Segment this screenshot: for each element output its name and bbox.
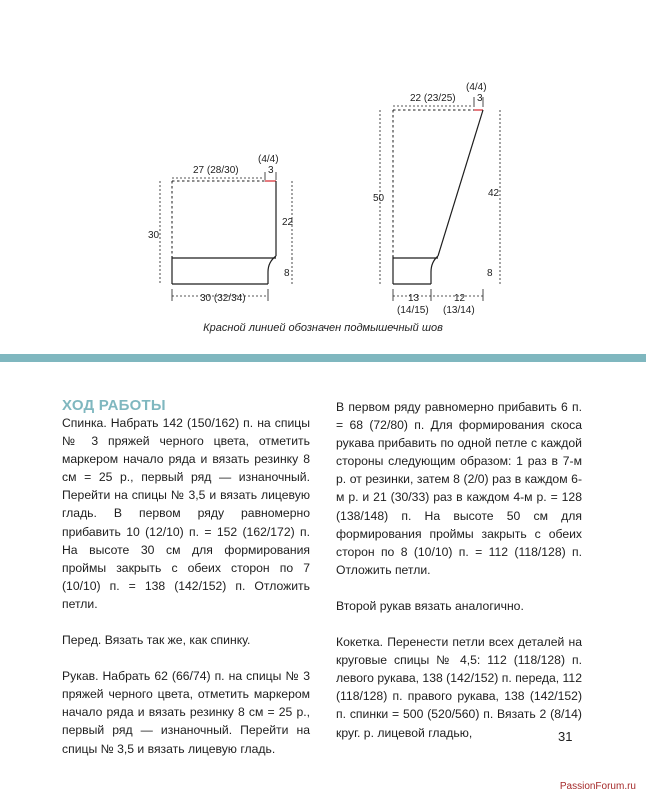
paragraph-sleeve-continued: В первом ряду равномерно прибавить 6 п. = 68 (72/80) п. Для формирования скоса рукава прибавить по одной петле с каждой стороны следующим образом: 1 раз в 7-м р. от резинки, затем 8 (2/0) раз в каждом 6-м р. и 21 (30/33) раз в каждом 4-м р. = 128 (138/148) п. На высоте 50 см для формирования проймы закрыть с обеих сторон по 8 (10/10) п. = 112 (118/128) п. Отложить петли.	[336, 400, 582, 577]
sleeve-slope-edge	[438, 110, 483, 256]
sleeve-rib-right-curve	[431, 256, 438, 284]
body-rib-height-label: 8	[284, 268, 290, 279]
sleeve-total-height-label: 50	[373, 193, 385, 204]
paragraph-sleeve: Рукав. Набрать 62 (66/74) п. на спицы № 3 пряжей черного цвета, отметить маркером начало ряда и вязать резинку 8 см = 25 р., первый ряд — изнаночный. Перейти на спицы № 3,5 и вязать лицевую гладь.	[62, 669, 310, 756]
sleeve-rib-height-label: 8	[487, 268, 493, 279]
body-armhole-step-small-label: 3	[268, 165, 274, 176]
body-top-width-label: 27 (28/30)	[193, 165, 239, 176]
body-bottom-width-label: 30 (32/34)	[200, 293, 246, 304]
instructions-left-column	[62, 414, 310, 758]
body-panel-diagram	[160, 172, 292, 301]
instructions-right-column	[336, 398, 582, 742]
sleeve-bottom-left-sizes-label: (14/15)	[397, 305, 429, 316]
paragraph-second-sleeve: Второй рукав вязать аналогично.	[336, 598, 524, 613]
paragraph-back: Спинка. Набрать 142 (150/162) п. на спицы № 3 пряжей черного цвета, отметить маркером начало ряда и вязать резинку 8 см = 25 р., первый ряд — изнаночный. Перейти на спицы № 3,5 и вязать лицевую гладь. В первом ряду равномерно прибавить 10 (12/10) п. = 152 (162/172) п. На высоте 30 см для формирования проймы закрыть с обеих сторон по 7 (10/10) п. = 138 (142/152) п. Отложить петли.	[62, 416, 310, 611]
sleeve-diagram	[380, 97, 500, 301]
sleeve-bottom-right-sizes-label: (13/14)	[443, 305, 475, 316]
sleeve-top-width-label: 22 (23/25)	[410, 93, 456, 104]
sleeve-armhole-step-small-label: 3	[477, 93, 483, 104]
sleeve-bottom-right-width-label: 12	[454, 293, 466, 304]
sleeve-bottom-left-width-label: 13	[408, 293, 420, 304]
page-number: 31	[558, 729, 573, 744]
body-upper-height-label: 22	[282, 217, 294, 228]
sleeve-slope-height-label: 42	[488, 188, 500, 199]
body-rib-right-curve	[268, 256, 276, 284]
section-divider-band	[0, 354, 646, 362]
body-armhole-step-label: (4/4)	[258, 154, 279, 165]
knitting-schematic	[0, 0, 646, 360]
paragraph-front: Перед. Вязать так же, как спинку.	[62, 633, 251, 648]
watermark-text: PassionForum.ru	[559, 781, 636, 792]
body-total-height-label: 30	[148, 230, 160, 241]
paragraph-yoke: Кокетка. Перенести петли всех деталей на круговые спицы № 4,5: 112 (118/128) п. левого рукава, 138 (142/152) п. переда, 112 (118/128) п. правого рукава, 138 (142/152) п. спинки = 500 (520/560) п. Вязать 2 (8/14) круг. р. лицевой гладью,	[336, 635, 582, 740]
section-title: ХОД РАБОТЫ	[62, 397, 166, 414]
schematic-caption: Красной линией обозначен подмышечный шов	[203, 322, 443, 334]
sleeve-armhole-step-label: (4/4)	[466, 82, 487, 93]
